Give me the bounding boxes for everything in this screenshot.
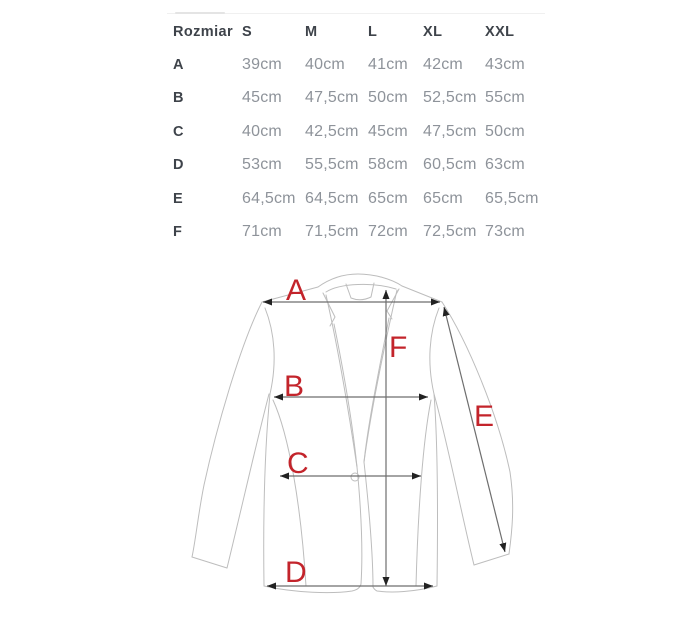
size-value-cell: 43cm	[485, 56, 525, 74]
header-cell-m: M	[305, 23, 318, 40]
measurement-label-b: B	[284, 370, 305, 403]
size-value-cell: 65cm	[423, 189, 463, 207]
size-value-cell: 64,5cm	[305, 189, 359, 207]
size-value-cell: 55cm	[485, 89, 525, 107]
size-value-cell: 63cm	[485, 156, 525, 174]
size-value-cell: 60,5cm	[423, 156, 477, 174]
size-value-cell: 47,5cm	[305, 89, 359, 107]
measurement-label-e: E	[474, 400, 495, 433]
size-value-cell: 42cm	[423, 56, 463, 74]
measurement-label-d: D	[285, 556, 307, 589]
measurement-label-f: F	[389, 331, 408, 364]
size-value-cell: 53cm	[242, 156, 282, 174]
header-cell-s: S	[242, 23, 253, 40]
size-value-cell: 47,5cm	[423, 122, 477, 140]
size-value-cell: 40cm	[305, 56, 345, 74]
size-value-cell: 50cm	[368, 89, 408, 107]
size-value-cell: 45cm	[368, 122, 408, 140]
size-value-cell: 64,5cm	[242, 189, 296, 207]
size-value-cell: 72,5cm	[423, 223, 477, 241]
header-cell-xl: XL	[423, 23, 443, 40]
size-value-cell: 72cm	[368, 223, 408, 241]
size-value-cell: 58cm	[368, 156, 408, 174]
size-value-cell: 40cm	[242, 122, 282, 140]
size-value-cell: 50cm	[485, 122, 525, 140]
jacket-outline	[192, 274, 513, 593]
row-label-d: D	[173, 157, 184, 174]
row-label-e: E	[173, 190, 184, 207]
size-value-cell: 73cm	[485, 223, 525, 241]
header-cell-l: L	[368, 23, 378, 40]
row-label-b: B	[173, 90, 184, 107]
size-value-cell: 41cm	[368, 56, 408, 74]
size-value-cell: 71,5cm	[305, 223, 359, 241]
size-value-cell: 42,5cm	[305, 122, 359, 140]
size-value-cell: 52,5cm	[423, 89, 477, 107]
header-cell-xxl: XXL	[485, 23, 515, 40]
row-label-f: F	[173, 224, 183, 241]
row-label-c: C	[173, 123, 184, 140]
size-value-cell: 45cm	[242, 89, 282, 107]
header-cell-rozmiar: Rozmiar	[173, 23, 234, 40]
measurement-label-c: C	[287, 447, 309, 480]
size-value-cell: 39cm	[242, 56, 282, 74]
measurement-label-a: A	[286, 274, 307, 307]
size-value-cell: 65,5cm	[485, 189, 539, 207]
size-value-cell: 71cm	[242, 223, 282, 241]
row-label-a: A	[173, 57, 184, 74]
size-value-cell: 65cm	[368, 189, 408, 207]
size-value-cell: 55,5cm	[305, 156, 359, 174]
measurement-labels	[284, 274, 494, 589]
